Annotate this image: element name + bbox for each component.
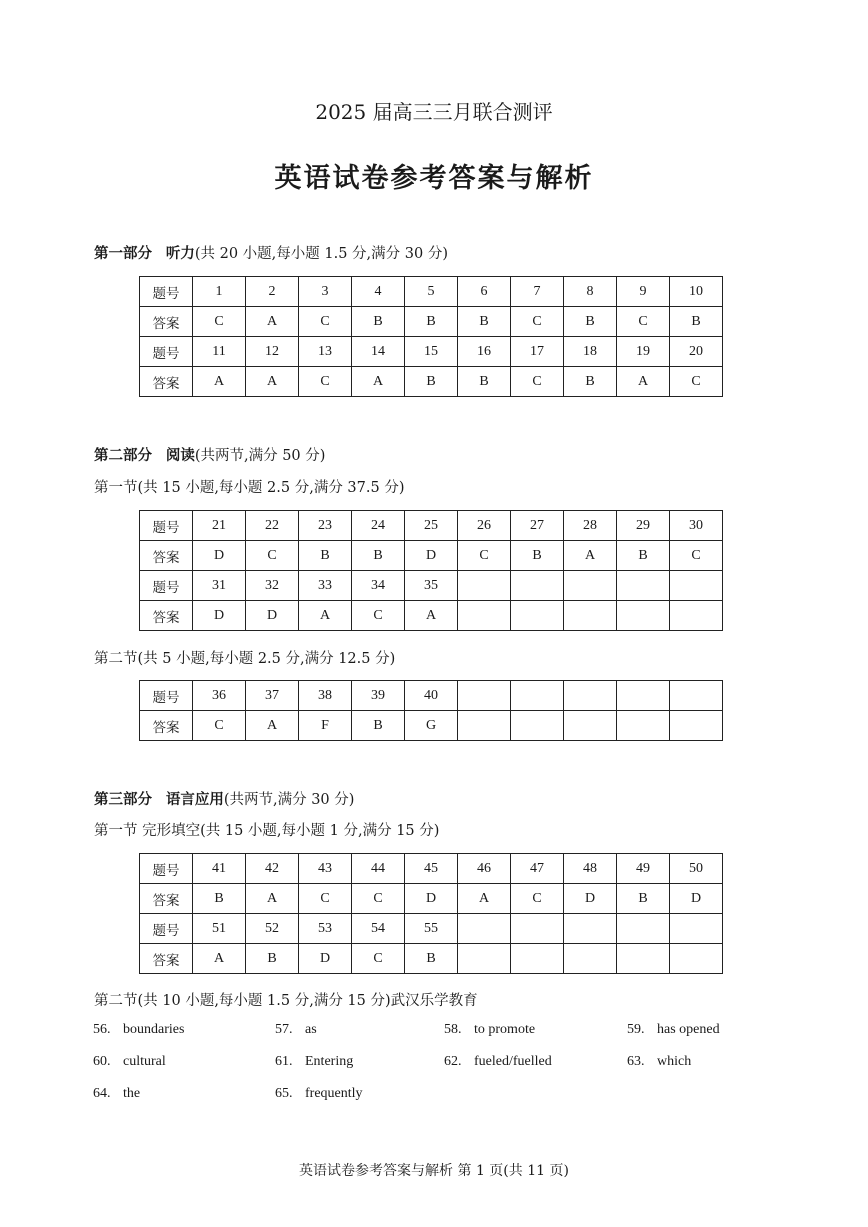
answer-cell: D <box>670 884 723 914</box>
fill-question-number: 65. <box>275 1086 293 1101</box>
answer-cell: A <box>246 367 299 397</box>
question-number-cell: 20 <box>670 337 723 367</box>
row-header-cell: 题号 <box>140 277 193 307</box>
fill-question-number: 58. <box>444 1022 462 1037</box>
answer-cell: A <box>246 711 299 741</box>
answer-cell: C <box>352 884 405 914</box>
question-number-cell: 42 <box>246 854 299 884</box>
answer-cell: B <box>564 307 617 337</box>
fill-answer-text: has opened <box>657 1022 720 1037</box>
answer-cell: A <box>405 601 458 631</box>
question-number-cell <box>511 914 564 944</box>
question-number-cell: 19 <box>617 337 670 367</box>
part3-note: (共两节,满分 30 分) <box>223 792 355 808</box>
fill-question-number: 60. <box>93 1054 111 1069</box>
answer-cell: B <box>352 541 405 571</box>
fill-answer-text: which <box>657 1054 692 1069</box>
question-number-cell: 9 <box>617 277 670 307</box>
question-number-cell: 31 <box>193 571 246 601</box>
part1-label: 第一部分 <box>94 245 152 262</box>
question-number-cell: 49 <box>617 854 670 884</box>
answer-cell: B <box>352 711 405 741</box>
answer-cell: B <box>617 541 670 571</box>
question-number-cell <box>564 681 617 711</box>
question-number-cell <box>511 681 564 711</box>
answer-cell <box>670 601 723 631</box>
fill-answer-item <box>627 1054 691 1070</box>
fill-question-number: 62. <box>444 1054 462 1069</box>
question-number-cell: 22 <box>246 511 299 541</box>
row-header-cell: 答案 <box>140 307 193 337</box>
answer-cell <box>617 601 670 631</box>
part2-note: (共两节,满分 50 分) <box>194 448 326 464</box>
answer-cell: C <box>299 367 352 397</box>
part3-section2-label: 第二节(共 10 小题,每小题 1.5 分,满分 15 分)武汉乐学教育 <box>94 993 478 1009</box>
row-header-cell: 答案 <box>140 601 193 631</box>
answer-cell: B <box>564 367 617 397</box>
part1-answer-table <box>139 276 723 397</box>
fill-answer-item <box>275 1086 363 1102</box>
table-row <box>140 711 723 741</box>
question-number-cell: 54 <box>352 914 405 944</box>
row-header-cell: 题号 <box>140 337 193 367</box>
question-number-cell: 25 <box>405 511 458 541</box>
answer-cell: B <box>193 884 246 914</box>
question-number-cell: 36 <box>193 681 246 711</box>
question-number-cell: 32 <box>246 571 299 601</box>
question-number-cell <box>511 571 564 601</box>
question-number-cell: 6 <box>458 277 511 307</box>
part3-section1-label: 第一节 完形填空(共 15 小题,每小题 1 分,满分 15 分) <box>94 823 440 839</box>
answer-cell <box>564 601 617 631</box>
table-row <box>140 277 723 307</box>
question-number-cell <box>564 914 617 944</box>
answer-cell <box>458 944 511 974</box>
row-header-cell: 题号 <box>140 511 193 541</box>
fill-question-number: 56. <box>93 1022 111 1037</box>
answer-cell: A <box>617 367 670 397</box>
question-number-cell: 3 <box>299 277 352 307</box>
answer-cell <box>564 944 617 974</box>
table-row <box>140 511 723 541</box>
fill-question-number: 64. <box>93 1086 111 1101</box>
part2-heading <box>94 444 325 465</box>
answer-cell: C <box>352 601 405 631</box>
fill-answer-text: cultural <box>123 1054 166 1069</box>
answer-cell: B <box>405 367 458 397</box>
answer-cell: C <box>193 711 246 741</box>
question-number-cell: 40 <box>405 681 458 711</box>
fill-answer-item <box>627 1022 720 1038</box>
row-header-cell: 答案 <box>140 884 193 914</box>
row-header-cell: 答案 <box>140 367 193 397</box>
page-footer: 英语试卷参考答案与解析 第 1 页(共 11 页) <box>299 1163 569 1179</box>
question-number-cell: 47 <box>511 854 564 884</box>
question-number-cell: 38 <box>299 681 352 711</box>
question-number-cell: 21 <box>193 511 246 541</box>
answer-cell: C <box>299 307 352 337</box>
question-number-cell: 26 <box>458 511 511 541</box>
answer-cell: D <box>405 884 458 914</box>
table-row <box>140 307 723 337</box>
answer-cell: B <box>405 307 458 337</box>
question-number-cell <box>617 681 670 711</box>
table-row <box>140 914 723 944</box>
question-number-cell: 15 <box>405 337 458 367</box>
answer-cell: A <box>193 944 246 974</box>
answer-cell: B <box>617 884 670 914</box>
question-number-cell: 27 <box>511 511 564 541</box>
answer-cell: D <box>246 601 299 631</box>
question-number-cell: 4 <box>352 277 405 307</box>
question-number-cell: 13 <box>299 337 352 367</box>
part2-name: 阅读 <box>165 447 195 464</box>
answer-cell: D <box>193 541 246 571</box>
question-number-cell <box>670 571 723 601</box>
answer-cell: A <box>193 367 246 397</box>
question-number-cell: 33 <box>299 571 352 601</box>
question-number-cell: 8 <box>564 277 617 307</box>
fill-answer-text: frequently <box>305 1086 363 1101</box>
answer-cell: D <box>193 601 246 631</box>
table-row <box>140 884 723 914</box>
question-number-cell <box>564 571 617 601</box>
answer-cell: A <box>299 601 352 631</box>
question-number-cell <box>458 571 511 601</box>
question-number-cell: 2 <box>246 277 299 307</box>
answer-cell: A <box>352 367 405 397</box>
answer-cell: B <box>405 944 458 974</box>
fill-answer-item <box>93 1022 184 1038</box>
table-row <box>140 337 723 367</box>
answer-cell <box>511 601 564 631</box>
part3-label: 第三部分 <box>94 791 152 808</box>
fill-answer-text: to promote <box>474 1022 536 1037</box>
answer-cell: D <box>564 884 617 914</box>
question-number-cell: 51 <box>193 914 246 944</box>
table-row <box>140 944 723 974</box>
fill-answer-item <box>93 1086 140 1102</box>
fill-question-number: 63. <box>627 1054 645 1069</box>
question-number-cell: 24 <box>352 511 405 541</box>
question-number-cell: 16 <box>458 337 511 367</box>
part3-name: 语言应用 <box>165 791 224 808</box>
part2-label: 第二部分 <box>94 447 152 464</box>
row-header-cell: 题号 <box>140 914 193 944</box>
table-row <box>140 571 723 601</box>
question-number-cell: 55 <box>405 914 458 944</box>
answer-cell: B <box>670 307 723 337</box>
question-number-cell <box>670 681 723 711</box>
question-number-cell: 45 <box>405 854 458 884</box>
answer-cell: C <box>511 367 564 397</box>
row-header-cell: 题号 <box>140 681 193 711</box>
question-number-cell: 52 <box>246 914 299 944</box>
question-number-cell: 10 <box>670 277 723 307</box>
answer-cell: C <box>670 367 723 397</box>
answer-cell: C <box>670 541 723 571</box>
answer-cell: C <box>352 944 405 974</box>
part1-heading <box>94 242 448 263</box>
part2-section2-table <box>139 680 723 741</box>
question-number-cell: 5 <box>405 277 458 307</box>
answer-cell: B <box>246 944 299 974</box>
page-title: 英语试卷参考答案与解析 <box>274 163 594 194</box>
part2-section2-label: 第二节(共 5 小题,每小题 2.5 分,满分 12.5 分) <box>94 651 396 667</box>
exam-subtitle: 2025 届高三三月联合测评 <box>315 100 553 124</box>
question-number-cell: 34 <box>352 571 405 601</box>
question-number-cell: 1 <box>193 277 246 307</box>
answer-cell: A <box>246 307 299 337</box>
answer-cell <box>458 711 511 741</box>
answer-cell <box>617 711 670 741</box>
question-number-cell: 18 <box>564 337 617 367</box>
fill-answer-item <box>93 1054 166 1070</box>
question-number-cell: 7 <box>511 277 564 307</box>
answer-cell: C <box>511 307 564 337</box>
question-number-cell: 35 <box>405 571 458 601</box>
question-number-cell: 37 <box>246 681 299 711</box>
answer-cell <box>617 944 670 974</box>
question-number-cell: 28 <box>564 511 617 541</box>
row-header-cell: 题号 <box>140 854 193 884</box>
question-number-cell <box>617 914 670 944</box>
part1-name: 听力 <box>165 245 195 262</box>
row-header-cell: 题号 <box>140 571 193 601</box>
question-number-cell: 44 <box>352 854 405 884</box>
answer-cell: B <box>299 541 352 571</box>
part1-note: (共 20 小题,每小题 1.5 分,满分 30 分) <box>194 246 448 262</box>
fill-answer-item <box>275 1022 317 1038</box>
question-number-cell: 46 <box>458 854 511 884</box>
answer-cell <box>458 601 511 631</box>
fill-answer-item <box>275 1054 353 1070</box>
answer-cell: D <box>405 541 458 571</box>
question-number-cell: 53 <box>299 914 352 944</box>
answer-cell: C <box>511 884 564 914</box>
question-number-cell <box>458 681 511 711</box>
answer-cell <box>511 944 564 974</box>
answer-cell: B <box>458 307 511 337</box>
answer-cell: A <box>246 884 299 914</box>
question-number-cell: 23 <box>299 511 352 541</box>
question-number-cell: 29 <box>617 511 670 541</box>
fill-answer-text: the <box>123 1086 141 1101</box>
fill-answer-text: boundaries <box>123 1022 185 1037</box>
fill-question-number: 61. <box>275 1054 293 1069</box>
answer-cell <box>670 711 723 741</box>
answer-cell: A <box>564 541 617 571</box>
part3-heading <box>94 788 354 809</box>
answer-cell: C <box>458 541 511 571</box>
row-header-cell: 答案 <box>140 541 193 571</box>
part2-section1-table <box>139 510 723 631</box>
fill-question-number: 57. <box>275 1022 293 1037</box>
question-number-cell: 48 <box>564 854 617 884</box>
answer-cell <box>511 711 564 741</box>
question-number-cell <box>670 914 723 944</box>
question-number-cell <box>458 914 511 944</box>
fill-answer-item <box>444 1022 535 1038</box>
answer-cell: C <box>299 884 352 914</box>
answer-cell: B <box>352 307 405 337</box>
question-number-cell: 39 <box>352 681 405 711</box>
answer-cell: C <box>617 307 670 337</box>
row-header-cell: 答案 <box>140 944 193 974</box>
question-number-cell: 17 <box>511 337 564 367</box>
question-number-cell: 50 <box>670 854 723 884</box>
fill-question-number: 59. <box>627 1022 645 1037</box>
answer-cell: A <box>458 884 511 914</box>
table-row <box>140 681 723 711</box>
question-number-cell: 11 <box>193 337 246 367</box>
question-number-cell <box>617 571 670 601</box>
answer-cell: G <box>405 711 458 741</box>
fill-answer-item <box>444 1054 552 1070</box>
fill-answer-text: Entering <box>305 1054 354 1069</box>
question-number-cell: 30 <box>670 511 723 541</box>
part2-section1-label: 第一节(共 15 小题,每小题 2.5 分,满分 37.5 分) <box>94 480 405 496</box>
answer-cell: C <box>246 541 299 571</box>
answer-cell: C <box>193 307 246 337</box>
fill-answer-text: as <box>305 1022 317 1037</box>
question-number-cell: 14 <box>352 337 405 367</box>
question-number-cell: 12 <box>246 337 299 367</box>
row-header-cell: 答案 <box>140 711 193 741</box>
answer-cell <box>670 944 723 974</box>
answer-cell: F <box>299 711 352 741</box>
answer-cell <box>564 711 617 741</box>
table-row <box>140 854 723 884</box>
fill-answer-text: fueled/fuelled <box>474 1054 552 1069</box>
question-number-cell: 43 <box>299 854 352 884</box>
table-row <box>140 367 723 397</box>
answer-cell: D <box>299 944 352 974</box>
table-row <box>140 541 723 571</box>
answer-cell: B <box>511 541 564 571</box>
question-number-cell: 41 <box>193 854 246 884</box>
part3-section1-table <box>139 853 723 974</box>
table-row <box>140 601 723 631</box>
answer-cell: B <box>458 367 511 397</box>
